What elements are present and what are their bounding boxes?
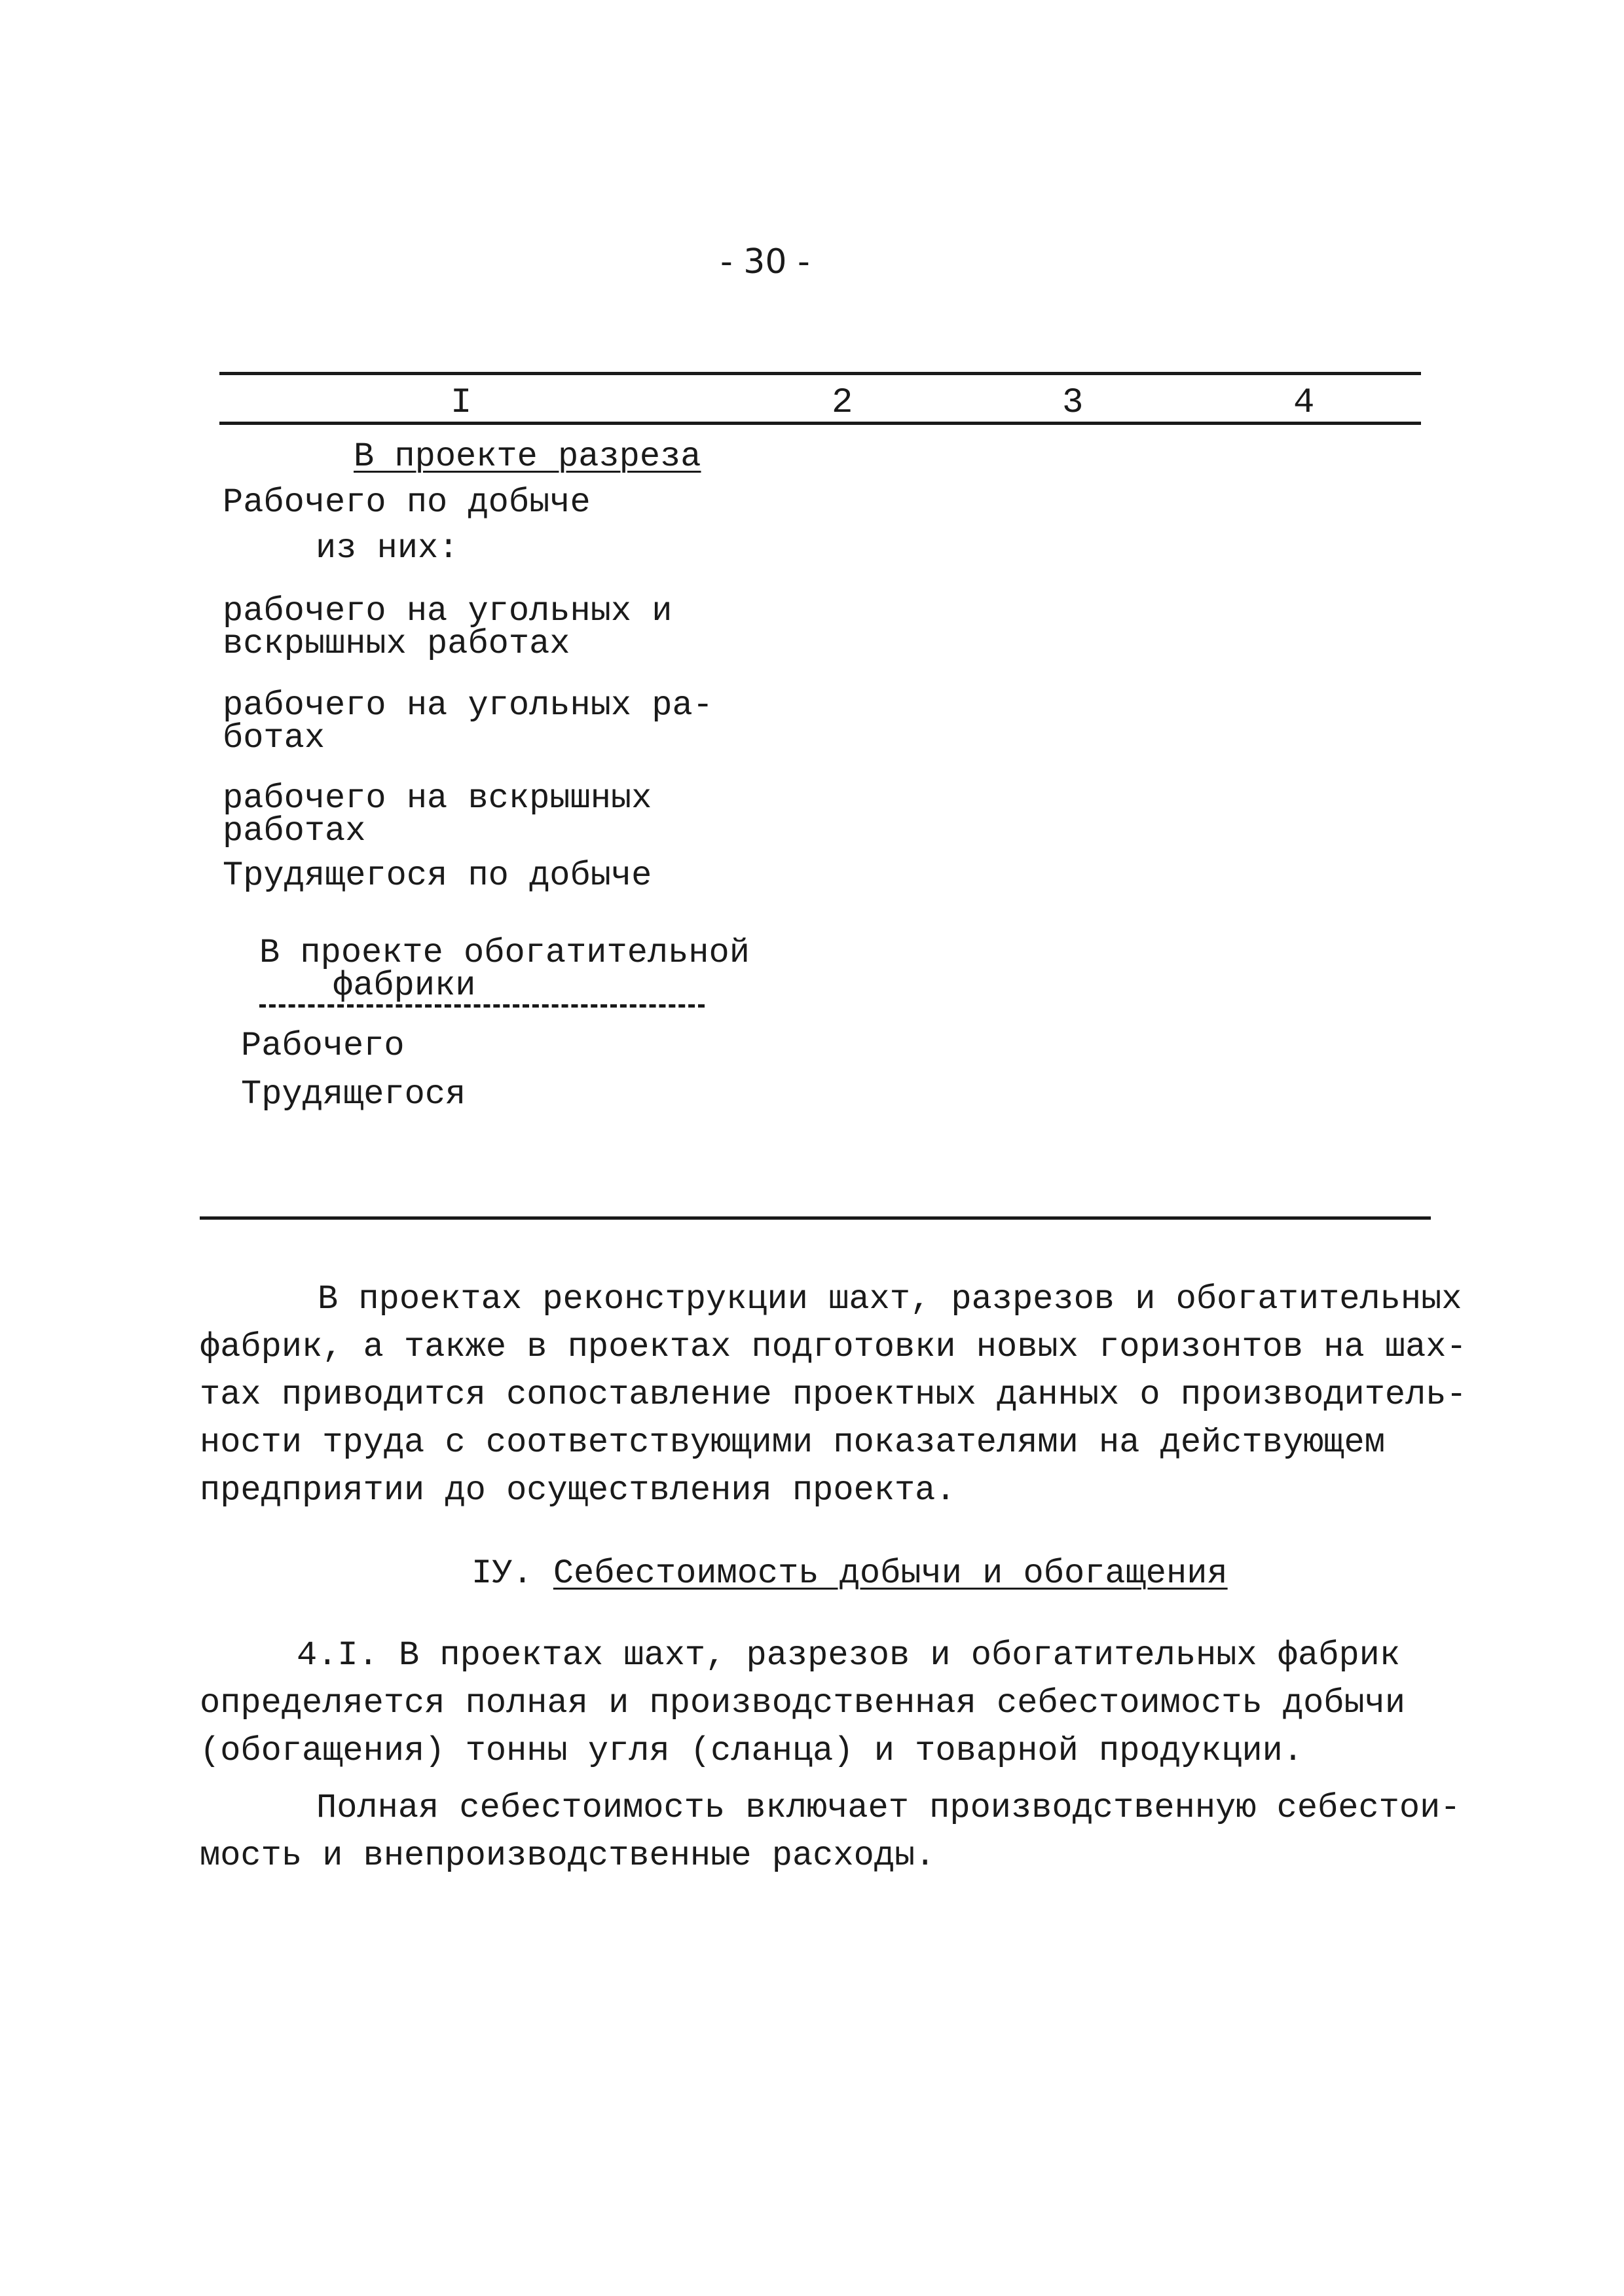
paragraph-full-cost [200, 1784, 1461, 1880]
paragraph-line: фабрик, а также в проектах подготовки новых горизонтов на шах- [200, 1328, 1467, 1366]
paragraph-line: Полная себестоимость включает производственную себестои- [316, 1789, 1461, 1827]
table-row-label: рабочего на угольных ра- [223, 686, 713, 725]
table-header-rule [219, 422, 1421, 425]
paragraph-cost-definition [200, 1631, 1406, 1775]
section-number: IУ. [471, 1554, 533, 1593]
paragraph-line: предприятии до осуществления проекта. [200, 1471, 956, 1510]
section-heading-fabrika-line2 [259, 966, 705, 1008]
section-heading [471, 1554, 1228, 1593]
page-number: - 30 - [720, 242, 810, 282]
section-heading-fabrika: В проекте обогатительной [259, 934, 750, 972]
table-row-label: Трудящегося по добыче [223, 856, 652, 895]
table-row-label: Трудящегося [241, 1075, 466, 1114]
paragraph-line: ности труда с соответствующими показателями на действующем [200, 1423, 1385, 1462]
table-row-label: ботах [223, 719, 325, 757]
column-header-3: 3 [1062, 383, 1084, 423]
paragraph-line: (обогащения) тонны угля (сланца) и товарной продукции. [200, 1732, 1304, 1770]
table-bottom-rule [200, 1216, 1431, 1220]
paragraph-reconstruction [200, 1275, 1467, 1514]
table-row-label: Рабочего по добыче [223, 483, 591, 522]
fabrika-label: фабрики [333, 966, 476, 1005]
section-heading-razrez: В проекте разреза [354, 437, 701, 476]
paragraph-line: 4.I. В проектах шахт, разрезов и обогатительных фабрик [297, 1636, 1401, 1675]
column-header-2: 2 [832, 383, 853, 423]
paragraph-line: мость и внепроизводственные расходы. [200, 1836, 936, 1875]
table-row-label: работах [223, 812, 366, 850]
column-header-1: I [451, 383, 472, 423]
section-title: Себестоимость добычи и обогащения [553, 1554, 1228, 1593]
table-top-rule [219, 372, 1421, 375]
table-row-label: Рабочего [241, 1027, 405, 1065]
paragraph-line: определяется полная и производственная себестоимость добычи [200, 1684, 1406, 1722]
table-row-label: рабочего на вскрышных [223, 779, 652, 818]
paragraph-line: В проектах реконструкции шахт, разрезов и обогатительных [318, 1280, 1462, 1319]
paragraph-line: тах приводится сопоставление проектных данных о производитель- [200, 1376, 1467, 1414]
column-header-4: 4 [1293, 383, 1315, 423]
table-row-label: из них: [316, 529, 459, 568]
table-row-label: вскрышных работах [223, 625, 570, 663]
table-row-label: рабочего на угольных и [223, 592, 673, 630]
